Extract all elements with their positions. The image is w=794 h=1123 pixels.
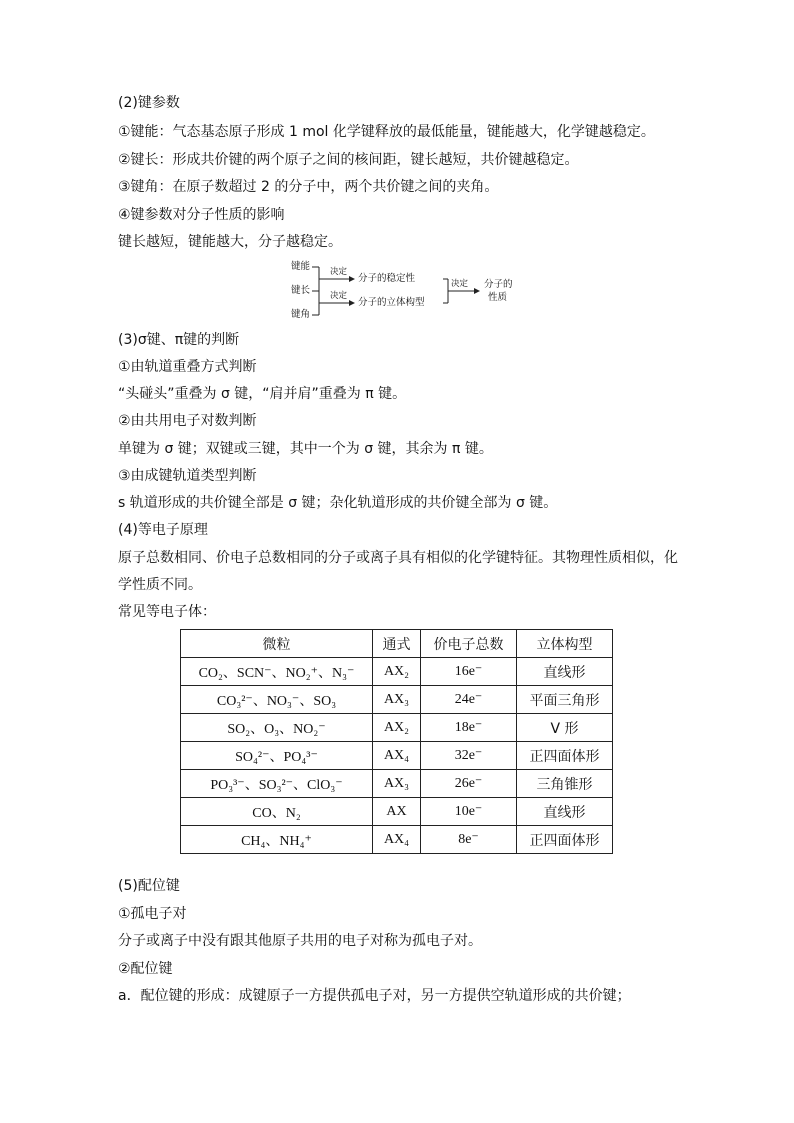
cell-electrons: 26e⁻: [421, 770, 517, 798]
diagram-properties-line2: 性质: [488, 292, 508, 303]
bond-length-text: ②键长：形成共价键的两个原子之间的核间距，键长越短，共价键越稳定。: [118, 152, 579, 168]
heading-coordination-bond: (5)配位键: [118, 878, 180, 894]
method2-text: 单键为 σ 键；双键或三键，其中一个为 σ 键，其余为 π 键。: [118, 441, 493, 457]
method3-title: ③由成键轨道类型判断: [118, 468, 257, 484]
header-geometry: 立体构型: [517, 630, 613, 658]
header-valence-electrons: 价电子总数: [421, 630, 517, 658]
table-row: [181, 770, 613, 798]
diagram-decide-top: 决定: [330, 267, 348, 277]
isoelectronic-text-line2: 学性质不同。: [118, 577, 202, 593]
diagram-lines: [288, 258, 538, 324]
cell-formula: AX₃: [373, 770, 421, 798]
header-particle: 微粒: [181, 630, 373, 658]
table-row: [181, 658, 613, 686]
isoelectronic-table: [180, 629, 613, 854]
table-row: [181, 686, 613, 714]
diagram-structure: 分子的立体构型: [358, 297, 425, 308]
cell-particle: SO₂、O₃、NO₂⁻: [181, 714, 373, 742]
table-row: [181, 742, 613, 770]
diagram-properties-line1: 分子的: [484, 279, 513, 290]
method3-text: s 轨道形成的共价键全部是 σ 键；杂化轨道形成的共价键全部为 σ 键。: [118, 495, 558, 511]
cell-formula: AX₄: [373, 826, 421, 854]
cell-particle: SO₄²⁻、PO₄³⁻: [181, 742, 373, 770]
cell-electrons: 10e⁻: [421, 798, 517, 826]
method2-title: ②由共用电子对数判断: [118, 413, 257, 429]
bond-parameter-diagram: [288, 258, 538, 324]
cell-electrons: 18e⁻: [421, 714, 517, 742]
cell-formula: AX₄: [373, 742, 421, 770]
cell-particle: CH₄、NH₄⁺: [181, 826, 373, 854]
coordination-bond-title: ②配位键: [118, 961, 173, 977]
common-isoelectronic-label: 常见等电子体：: [118, 604, 216, 620]
cell-particle: CO₂、SCN⁻、NO₂⁺、N₃⁻: [181, 658, 373, 686]
diagram-decide-bottom: 决定: [330, 291, 348, 301]
coordination-bond-formation-text: a．配位键的形成：成键原子一方提供孤电子对，另一方提供空轨道形成的共价键；: [118, 988, 631, 1004]
cell-electrons: 32e⁻: [421, 742, 517, 770]
lone-pair-title: ①孤电子对: [118, 906, 187, 922]
cell-geometry: 平面三角形: [517, 686, 613, 714]
method1-title: ①由轨道重叠方式判断: [118, 359, 257, 375]
diagram-bond-energy: 键能: [291, 261, 311, 272]
header-formula: 通式: [373, 630, 421, 658]
cell-formula: AX₂: [373, 658, 421, 686]
cell-formula: AX: [373, 798, 421, 826]
table-header-row: [181, 630, 613, 658]
cell-geometry: 三角锥形: [517, 770, 613, 798]
isoelectronic-text-line1: 原子总数相同、价电子总数相同的分子或离子具有相似的化学键特征。其物理性质相似，化: [118, 550, 678, 566]
table-row: [181, 798, 613, 826]
method1-text: “头碰头”重叠为 σ 键，“肩并肩”重叠为 π 键。: [118, 386, 407, 402]
cell-formula: AX₂: [373, 714, 421, 742]
cell-particle: CO、N₂: [181, 798, 373, 826]
table-row: [181, 714, 613, 742]
diagram-bond-angle: 键角: [291, 309, 311, 320]
cell-particle: PO₃³⁻、SO₃²⁻、ClO₃⁻: [181, 770, 373, 798]
table-row: [181, 826, 613, 854]
cell-geometry: V 形: [517, 714, 613, 742]
bond-params-summary: 键长越短，键能越大，分子越稳定。: [118, 234, 342, 250]
heading-sigma-pi: (3)σ键、π键的判断: [118, 332, 240, 348]
bond-angle-text: ③键角：在原子数超过 2 的分子中，两个共价键之间的夹角。: [118, 179, 499, 195]
cell-geometry: 正四面体形: [517, 826, 613, 854]
diagram-decide-right: 决定: [451, 279, 469, 289]
cell-electrons: 8e⁻: [421, 826, 517, 854]
cell-electrons: 24e⁻: [421, 686, 517, 714]
heading-isoelectronic: (4)等电子原理: [118, 522, 208, 538]
cell-formula: AX₃: [373, 686, 421, 714]
cell-electrons: 16e⁻: [421, 658, 517, 686]
bond-params-effect-title: ④键参数对分子性质的影响: [118, 207, 285, 223]
cell-geometry: 直线形: [517, 798, 613, 826]
cell-geometry: 正四面体形: [517, 742, 613, 770]
cell-particle: CO₃²⁻、NO₃⁻、SO₃: [181, 686, 373, 714]
diagram-bond-length: 键长: [291, 285, 311, 296]
bond-energy-text: ①键能：气态基态原子形成 1 mol 化学键释放的最低能量，键能越大，化学键越稳定。: [118, 124, 655, 140]
heading-bond-parameters: (2)键参数: [118, 95, 180, 111]
diagram-stability: 分子的稳定性: [358, 273, 416, 284]
lone-pair-text: 分子或离子中没有跟其他原子共用的电子对称为孤电子对。: [118, 933, 482, 949]
cell-geometry: 直线形: [517, 658, 613, 686]
